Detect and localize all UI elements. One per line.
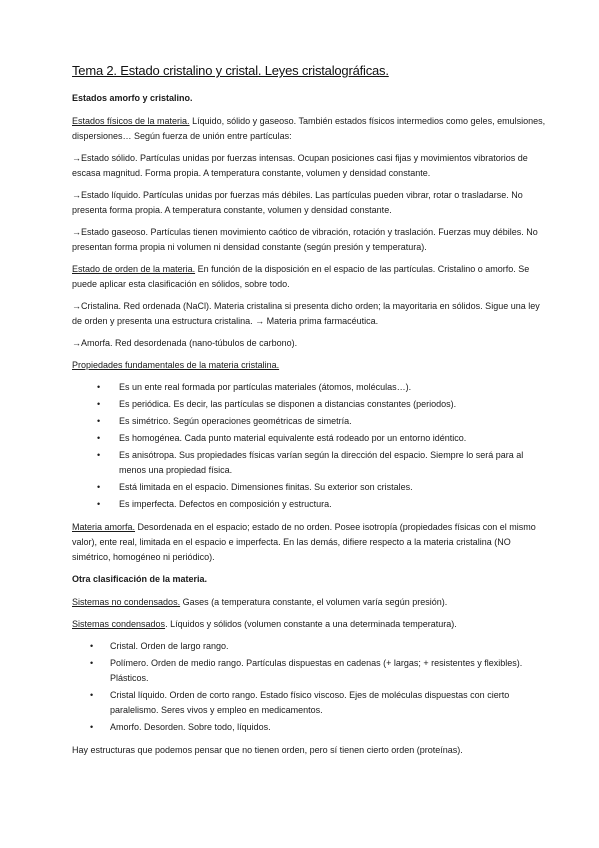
paragraph-text: Desordenada en el espacio; estado de no orden. Posee isotropía (propiedades físicas con el mismo valor), ente real, limitada en el espacio e imperfecta. En las demás, difiere respecto a la materia cristalina (NO simétrico, homogéneo ni periódico). bbox=[72, 522, 536, 562]
list-item: • Polímero. Orden de medio rango. Partículas dispuestas en cadenas (+ largas; + resistentes y flexibles). Plásticos. bbox=[90, 658, 523, 683]
paragraph-amorfa: →Amorfa. Red desordenada (nano-túbulos de carbono). bbox=[72, 338, 298, 348]
underlined-term: Estados físicos de la materia. bbox=[72, 116, 190, 126]
bullet-icon: • bbox=[97, 433, 101, 443]
paragraph-estado-liquido: →Estado líquido. Partículas unidas por fuerzas más débiles. Las partículas pueden vibrar, rotar o trasladarse. No presenta forma propia. A temperatura constante, volumen y densidad constante. bbox=[72, 190, 523, 215]
underlined-term: Sistemas condensados bbox=[72, 619, 166, 629]
bullet-icon: • bbox=[90, 641, 94, 651]
bullet-icon: • bbox=[97, 382, 101, 392]
section-heading-propiedades: Propiedades fundamentales de la materia cristalina. bbox=[72, 360, 280, 370]
bullet-icon: • bbox=[90, 658, 94, 668]
section-heading-estados: Estados amorfo y cristalino. bbox=[72, 93, 193, 103]
paragraph-estado-gaseoso: →Estado gaseoso. Partículas tienen movimiento caótico de vibración, rotación y traslación. Fuerzas muy débiles. No presentan forma propia ni volumen ni densidad constante (según presión y temperatura). bbox=[72, 227, 538, 252]
list-item: • Es periódica. Es decir, las partículas se disponen a distancias constantes (periodos). bbox=[119, 397, 549, 412]
bullet-icon: • bbox=[97, 450, 101, 460]
paragraph-estado-orden bbox=[72, 262, 549, 292]
list-item: • Está limitada en el espacio. Dimensiones finitas. Su exterior son cristales. bbox=[119, 480, 549, 495]
paragraph-cristalina: →Cristalina. Red ordenada (NaCl). Materia cristalina si presenta dicho orden; la mayoritaria en sólidos. Sigue una ley de orden y presenta una estructura cristalina. → Materia prima farmacéutica. bbox=[72, 301, 540, 326]
list-item: • Es simétrico. Según operaciones geométricas de simetría. bbox=[119, 414, 549, 429]
bullet-icon: • bbox=[97, 482, 101, 492]
paragraph-estados-fisicos bbox=[72, 114, 549, 144]
paragraph-materia-amorfa bbox=[72, 520, 549, 565]
bullet-icon: • bbox=[97, 399, 101, 409]
paragraph-final: Hay estructuras que podemos pensar que no tienen orden, pero sí tienen cierto orden (proteínas). bbox=[72, 745, 463, 755]
document-title: Tema 2. Estado cristalino y cristal. Leyes cristalográficas. bbox=[72, 63, 389, 78]
paragraph-text: . Líquidos y sólidos (volumen constante a una determinada temperatura). bbox=[165, 619, 457, 629]
paragraph-text: Líquido, sólido y gaseoso. También estados físicos intermedios como geles, emulsiones, dispersiones… Según fuerza de unión entre partículas: bbox=[72, 116, 546, 141]
list-item: • Amorfo. Desorden. Sobre todo, líquidos. bbox=[110, 720, 549, 735]
list-item: • Es imperfecta. Defectos en composición y estructura. bbox=[119, 497, 549, 512]
list-item: • Es homogénea. Cada punto material equivalente está rodeado por un entorno idéntico. bbox=[119, 431, 549, 446]
bullet-icon: • bbox=[90, 722, 94, 732]
paragraph-no-condensados bbox=[72, 595, 549, 610]
paragraph-condensados bbox=[72, 617, 549, 632]
condensados-list bbox=[72, 639, 549, 735]
propiedades-list bbox=[72, 380, 549, 512]
underlined-term: Estado de orden de la materia. bbox=[72, 264, 196, 274]
bullet-icon: • bbox=[97, 499, 101, 509]
list-item: • Cristal líquido. Orden de corto rango. Estado físico viscoso. Ejes de moléculas dispuestas con cierto paralelismo. Seres vivos y empleo en medicamentos. bbox=[90, 690, 510, 715]
paragraph-estado-solido: →Estado sólido. Partículas unidas por fuerzas intensas. Ocupan posiciones casi fijas y movimientos vibratorios de escasa magnitud. Forma propia. A temperatura constante, volumen y densidad constante. bbox=[72, 153, 528, 178]
underlined-term: Materia amorfa. bbox=[72, 522, 136, 532]
list-item: • Es un ente real formada por partículas materiales (átomos, moléculas…). bbox=[119, 380, 549, 395]
paragraph-text: Gases (a temperatura constante, el volumen varía según presión). bbox=[180, 597, 448, 607]
list-item: • Es anisótropa. Sus propiedades físicas varían según la dirección del espacio. Siempre lo será para al menos una propiedad física. bbox=[97, 450, 524, 475]
bullet-icon: • bbox=[90, 690, 94, 700]
section-heading-otra-clasificacion: Otra clasificación de la materia. bbox=[72, 574, 208, 584]
list-item: • Cristal. Orden de largo rango. bbox=[110, 639, 549, 654]
bullet-icon: • bbox=[97, 416, 101, 426]
paragraph-text: En función de la disposición en el espacio de las partículas. Cristalino o amorfo. Se puede aplicar esta clasificación en sólidos, sobre todo. bbox=[72, 264, 530, 289]
underlined-term: Sistemas no condensados. bbox=[72, 597, 181, 607]
